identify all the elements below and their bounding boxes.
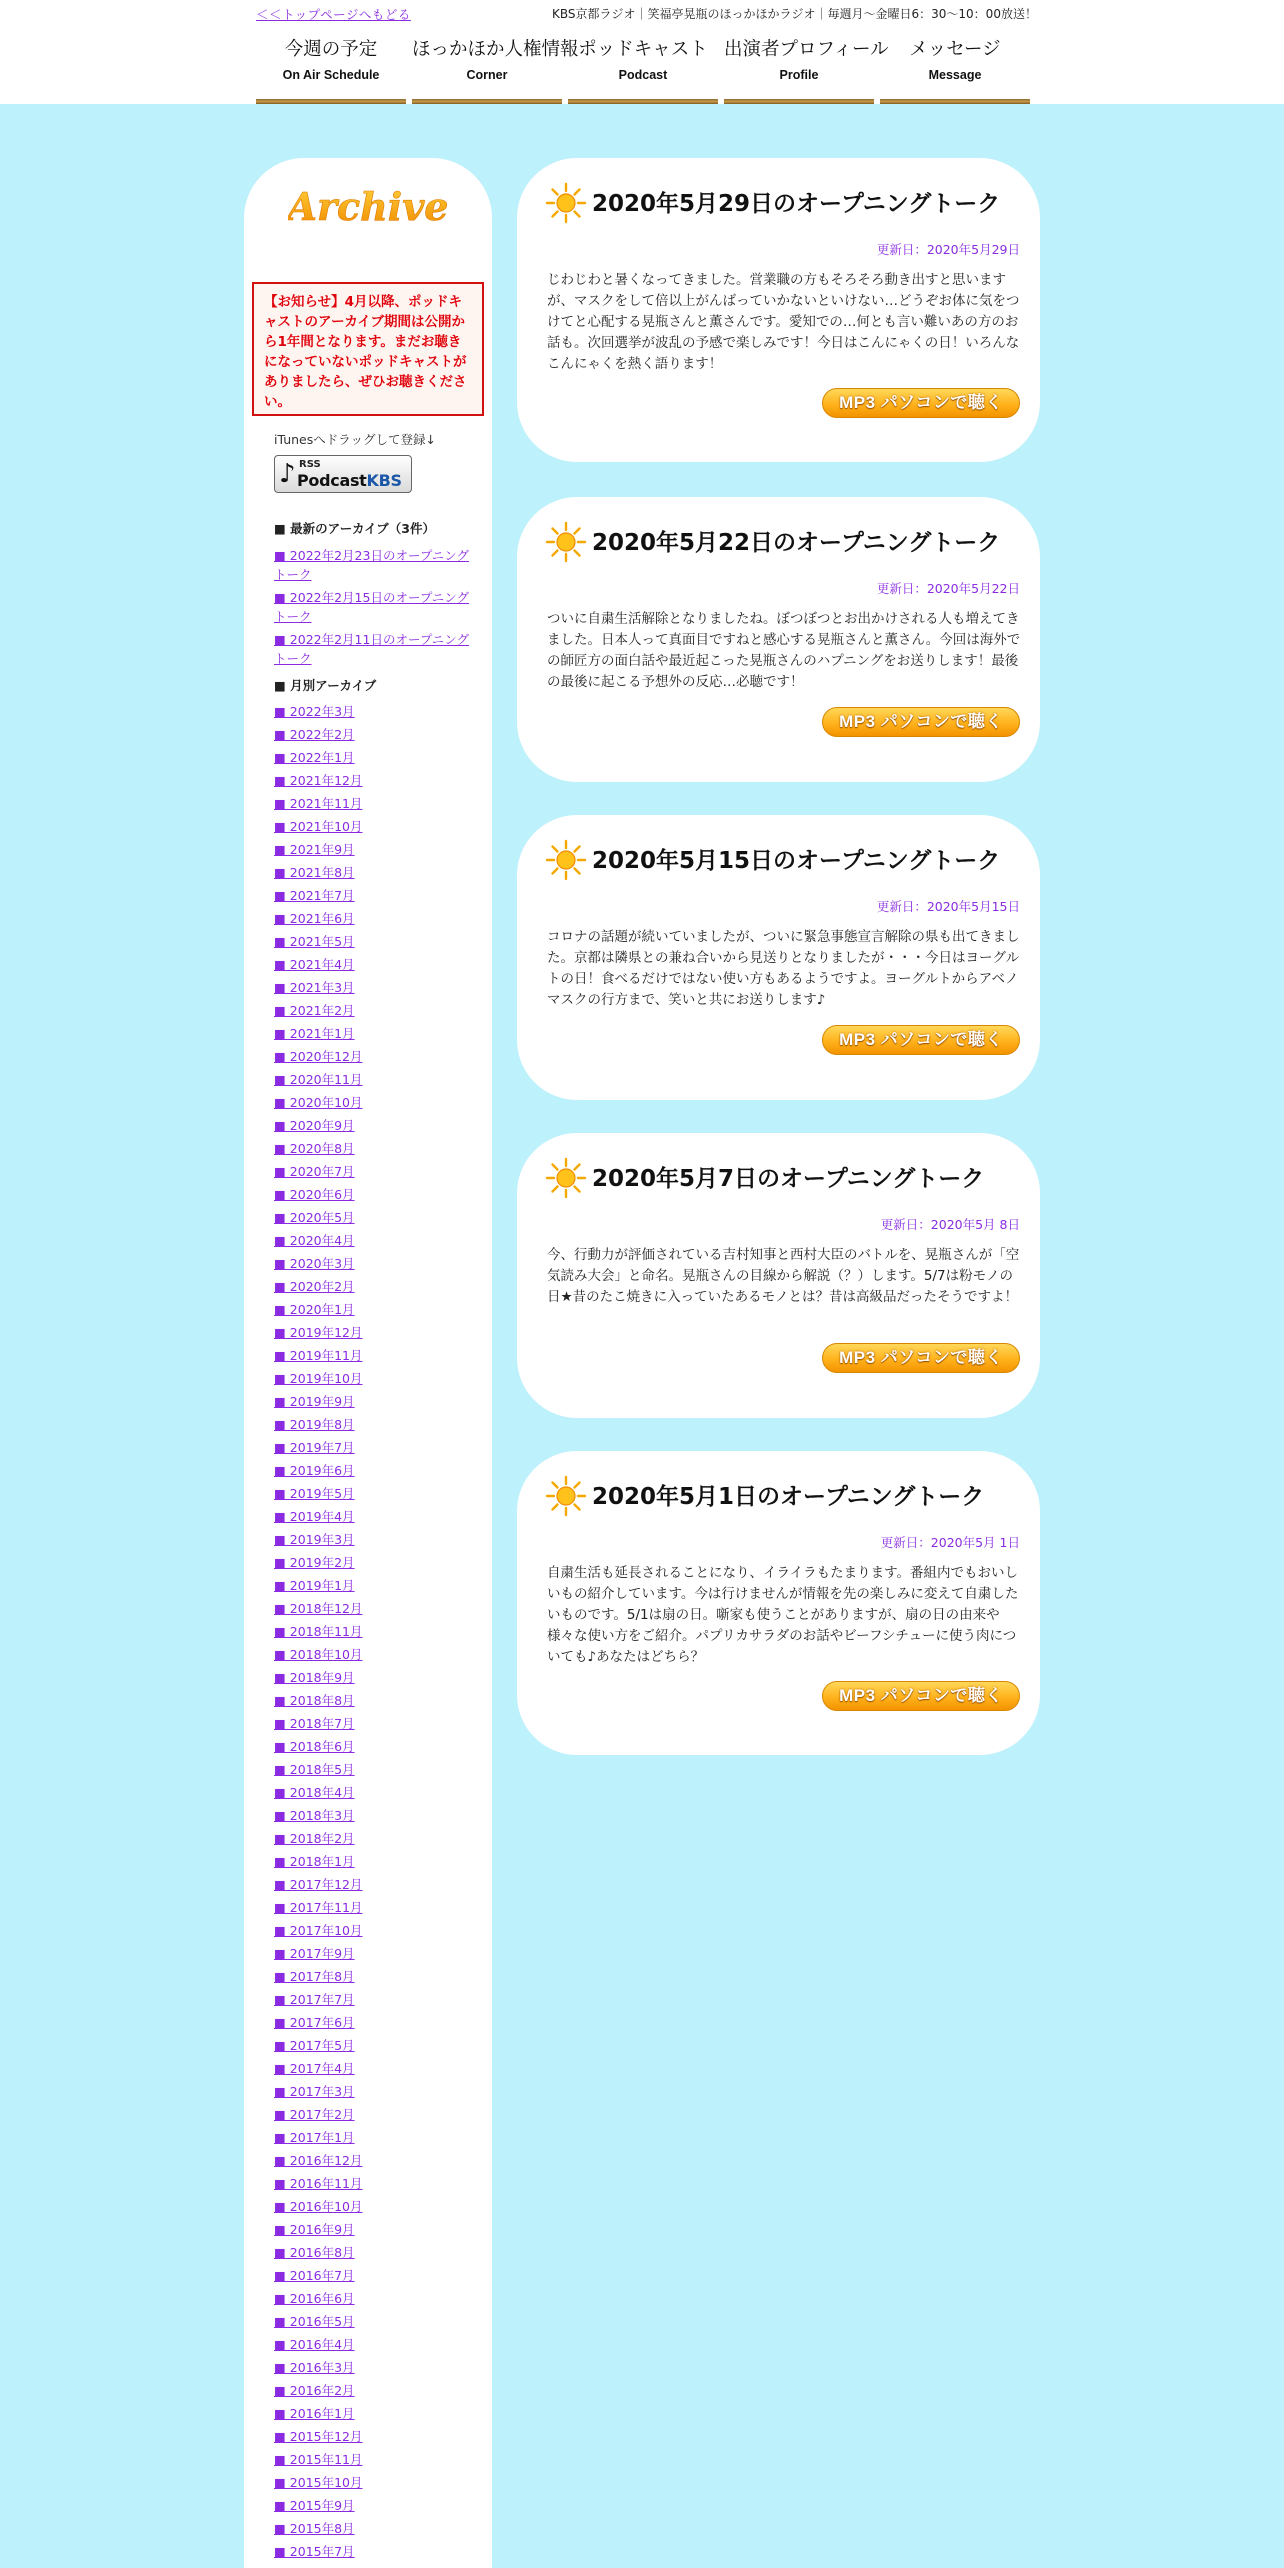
mp3-listen-button[interactable]: MP3 パソコンで聴く [822,1025,1020,1055]
list-item [274,1965,474,1988]
month-archive-link[interactable]: ■ 2016年7月 [274,2268,355,2283]
month-archive-link[interactable]: ■ 2020年4月 [274,1233,355,1248]
month-archive-link[interactable]: ■ 2017年7月 [274,1992,355,2007]
list-item [274,1413,474,1436]
post-card [517,1133,1040,1418]
list-item [274,2425,474,2448]
month-archive-link[interactable]: ■ 2018年12月 [274,1601,363,1616]
list-item [274,1712,474,1735]
month-archive-link[interactable]: ■ 2019年10月 [274,1371,363,1386]
month-archive-link[interactable]: ■ 2018年5月 [274,1762,355,1777]
post-updated-date: 更新日：2020年5月29日 [876,242,1020,257]
list-item [274,1781,474,1804]
month-archive-link[interactable]: ■ 2021年12月 [274,773,363,788]
post-card [517,158,1040,462]
list-item [274,546,474,584]
post-body: 自粛生活も延長されることになり、イライラもたまります。番組内でもおいしいもの紹介しています。今は行けませんが情報を先の楽しみに変えて自粛したいものです。5/1は扇の日。噺家も使うことがありますが、扇の日の由来や様々な使い方をご紹介。パプリカサラダのお話やビーフシチューに使う肉についても♪あなたはどちら？ [547,1565,1019,1665]
month-archive-link[interactable]: ■ 2019年6月 [274,1463,355,1478]
list-item [274,1436,474,1459]
list-item [274,1459,474,1482]
kbs-word: KBS [366,471,402,490]
podcast-word: Podcast [297,471,367,490]
list-item [274,2126,474,2149]
month-archive-link[interactable]: ■ 2017年9月 [274,1946,355,1961]
month-archive-link[interactable]: ■ 2018年6月 [274,1739,355,1754]
month-archive-link[interactable]: ■ 2021年10月 [274,819,363,834]
post-title: 2020年5月7日のオープニングトーク [592,1166,985,1192]
list-item [274,2494,474,2517]
global-nav [256,31,1031,104]
month-archive-link[interactable]: ■ 2018年11月 [274,1624,363,1639]
month-archive-link[interactable]: ■ 2015年10月 [274,2475,363,2490]
month-archive-link[interactable]: ■ 2019年3月 [274,1532,355,1547]
list-item [274,2402,474,2425]
month-archive-link[interactable]: ■ 2016年8月 [274,2245,355,2260]
recent-archive-link[interactable]: ■ 2022年2月23日のオープニングトーク [274,548,469,582]
month-archive-link[interactable]: ■ 2016年5月 [274,2314,355,2329]
month-archive-link[interactable]: ■ 2020年10月 [274,1095,363,1110]
archive-logo [288,178,448,238]
month-archive-link[interactable]: ■ 2021年4月 [274,957,355,972]
mp3-listen-button[interactable]: MP3 パソコンで聴く [822,388,1020,418]
month-archive-link[interactable]: ■ 2016年9月 [274,2222,355,2237]
list-item [274,588,474,626]
music-note-icon: ♪ [279,459,296,489]
nav-underline [724,99,874,104]
nav-profile[interactable] [724,31,889,104]
list-item [274,999,474,1022]
recent-archive-link[interactable]: ■ 2022年2月15日のオープニングトーク [274,590,469,624]
month-archive-link[interactable]: ■ 2019年8月 [274,1417,355,1432]
nav-podcast[interactable] [568,31,718,104]
list-item [274,1827,474,1850]
list-item [274,1367,474,1390]
month-archive-link[interactable]: ■ 2022年1月 [274,750,355,765]
post-card [517,1451,1040,1755]
list-item [274,953,474,976]
recent-archive-link[interactable]: ■ 2022年2月11日のオープニングトーク [274,632,469,666]
list-item [274,1804,474,1827]
month-archive-link[interactable]: ■ 2017年10月 [274,1923,363,1938]
list-item [274,1344,474,1367]
nav-message[interactable] [880,31,1030,104]
sun-icon [545,839,587,881]
list-item [274,2471,474,2494]
post-updated-date: 更新日：2020年5月22日 [876,581,1020,596]
list-item [274,1942,474,1965]
post-card [517,815,1040,1100]
list-item [274,2333,474,2356]
month-archive-link[interactable]: ■ 2016年2月 [274,2383,355,2398]
month-archive-link[interactable]: ■ 2016年11月 [274,2176,363,2191]
month-archive-link[interactable]: ■ 2021年11月 [274,796,363,811]
list-item [274,1873,474,1896]
month-archive-link[interactable]: ■ 2018年7月 [274,1716,355,1731]
list-item [274,1643,474,1666]
list-item [274,2149,474,2172]
list-item [274,1275,474,1298]
month-archive-link[interactable]: ■ 2016年6月 [274,2291,355,2306]
list-item [274,930,474,953]
list-item [274,2356,474,2379]
month-archive-link[interactable]: ■ 2015年9月 [274,2498,355,2513]
list-item [274,2011,474,2034]
list-item [274,1758,474,1781]
nav-label-jp: ポッドキャスト [578,39,708,60]
month-archive-link[interactable]: ■ 2018年1月 [274,1854,355,1869]
monthly-archive-list [274,700,474,2563]
list-item [274,2241,474,2264]
list-item [274,1850,474,1873]
nav-underline [256,99,406,104]
nav-label-jp: メッセージ [909,39,1001,60]
month-archive-link[interactable]: ■ 2020年3月 [274,1256,355,1271]
month-archive-link[interactable]: ■ 2020年2月 [274,1279,355,1294]
month-archive-link[interactable]: ■ 2019年5月 [274,1486,355,1501]
list-item [274,1482,474,1505]
month-archive-link[interactable]: ■ 2017年5月 [274,2038,355,2053]
month-archive-link[interactable]: ■ 2020年8月 [274,1141,355,1156]
list-item [274,861,474,884]
post-body: ついに自粛生活解除となりましたね。ぼつぼつとお出かけされる人も増えてきました。日本人って真面目ですねと感心する晃瓶さんと薫さん。今回は海外での師匠方の面白話や最近起こった晃瓶さんのハプニングをお送りします！最後の最後に起こる予想外の反応…必聴です！ [547,611,1021,690]
list-item [274,2379,474,2402]
back-to-top-link[interactable]: ＜＜トップページへもどる [256,7,411,22]
month-archive-link[interactable]: ■ 2016年1月 [274,2406,355,2421]
post-title: 2020年5月29日のオープニングトーク [592,191,1001,217]
list-item [274,1091,474,1114]
month-archive-link[interactable]: ■ 2018年4月 [274,1785,355,1800]
list-item [274,1896,474,1919]
list-item [274,2057,474,2080]
month-archive-link[interactable]: ■ 2015年11月 [274,2452,363,2467]
rss-label: RSS [299,459,321,470]
list-item [274,1597,474,1620]
mp3-listen-button[interactable]: MP3 パソコンで聴く [822,1343,1020,1373]
list-item [274,1183,474,1206]
month-archive-link[interactable]: ■ 2022年3月 [274,704,355,719]
post-updated-date: 更新日：2020年5月 1日 [880,1535,1020,1550]
sun-icon [545,521,587,563]
list-item [274,1528,474,1551]
nav-corner[interactable] [412,31,579,104]
nav-underline [412,99,562,104]
itunes-instruction: iTunesへドラッグして登録↓ [274,432,436,447]
sun-icon [545,182,587,224]
month-archive-link[interactable]: ■ 2016年3月 [274,2360,355,2375]
month-archive-link[interactable]: ■ 2019年7月 [274,1440,355,1455]
list-item [274,723,474,746]
post-title: 2020年5月1日のオープニングトーク [592,1484,985,1510]
month-archive-link[interactable]: ■ 2020年7月 [274,1164,355,1179]
list-item [274,1137,474,1160]
nav-underline [568,99,718,104]
month-archive-link[interactable]: ■ 2019年9月 [274,1394,355,1409]
month-archive-link[interactable]: ■ 2017年4月 [274,2061,355,2076]
nav-label-jp: 今週の予定 [284,39,378,60]
month-archive-link[interactable]: ■ 2020年6月 [274,1187,355,1202]
list-item [274,1689,474,1712]
list-item [274,2103,474,2126]
post-body: コロナの話題が続いていましたが、ついに緊急事態宣言解除の県も出てきました。京都は隣県との兼ね合いから見送りとなりましたが・・・今日はヨーグルトの日！食べるだけではない使い方もあるようですよ。ヨーグルトからアベノマスクの行方まで、笑いと共にお送りします♪ [547,929,1020,1008]
list-item [274,2540,474,2563]
nav-label-jp: ほっかほか人権情報 [412,39,579,60]
sun-icon [545,1157,587,1199]
month-archive-link[interactable]: ■ 2021年3月 [274,980,355,995]
list-item [274,1068,474,1091]
month-archive-link[interactable]: ■ 2021年7月 [274,888,355,903]
sun-icon [545,1475,587,1517]
month-archive-link[interactable]: ■ 2020年1月 [274,1302,355,1317]
list-item [274,1045,474,1068]
post-updated-date: 更新日：2020年5月 8日 [880,1217,1020,1232]
monthly-archive-heading: ■ 月別アーカイブ [274,678,377,693]
month-archive-link[interactable]: ■ 2015年12月 [274,2429,363,2444]
post-title: 2020年5月15日のオープニングトーク [592,848,1001,874]
month-archive-link[interactable]: ■ 2016年12月 [274,2153,363,2168]
station-info: KBS京都ラジオ｜笑福亭晃瓶のほっかほかラジオ｜毎週月～金曜日6：30～10：00放送！ [552,7,1037,21]
list-item [274,2310,474,2333]
archive-logo-text: Archive [288,184,448,229]
list-item [274,884,474,907]
month-archive-link[interactable]: ■ 2019年11月 [274,1348,363,1363]
post-body: 今、行動力が評価されている吉村知事と西村大臣のバトルを、晃瓶さんが「空気読み大会」と命名。晃瓶さんの目線から解説（？）します。5/7は粉モノの日★昔のたこ焼きに入っていたあるモノとは？昔は高級品だったそうですよ！ [547,1247,1020,1305]
month-archive-link[interactable]: ■ 2020年5月 [274,1210,355,1225]
list-item [274,838,474,861]
month-archive-link[interactable]: ■ 2021年1月 [274,1026,355,1041]
post-card [517,497,1040,782]
month-archive-link[interactable]: ■ 2021年8月 [274,865,355,880]
list-item [274,2080,474,2103]
list-item [274,2287,474,2310]
list-item [274,1321,474,1344]
list-item [274,815,474,838]
month-archive-link[interactable]: ■ 2017年8月 [274,1969,355,1984]
nav-underline [880,99,1030,104]
list-item [274,1390,474,1413]
mp3-listen-button[interactable]: MP3 パソコンで聴く [822,1681,1020,1711]
month-archive-link[interactable]: ■ 2018年2月 [274,1831,355,1846]
list-item [274,792,474,815]
month-archive-link[interactable]: ■ 2019年1月 [274,1578,355,1593]
month-archive-link[interactable]: ■ 2017年3月 [274,2084,355,2099]
list-item [274,1620,474,1643]
list-item [274,1252,474,1275]
month-archive-link[interactable]: ■ 2019年4月 [274,1509,355,1524]
month-archive-link[interactable]: ■ 2017年2月 [274,2107,355,2122]
month-archive-link[interactable]: ■ 2020年12月 [274,1049,363,1064]
month-archive-link[interactable]: ■ 2020年11月 [274,1072,363,1087]
site-header [0,0,1284,104]
month-archive-link[interactable]: ■ 2016年10月 [274,2199,363,2214]
list-item [274,2034,474,2057]
list-item [274,746,474,769]
list-item [274,769,474,792]
month-archive-link[interactable]: ■ 2017年12月 [274,1877,363,1892]
month-archive-link[interactable]: ■ 2017年6月 [274,2015,355,2030]
list-item [274,2264,474,2287]
list-item [274,1160,474,1183]
list-item [274,1505,474,1528]
month-archive-link[interactable]: ■ 2018年10月 [274,1647,363,1662]
list-item [274,1574,474,1597]
month-archive-link[interactable]: ■ 2015年8月 [274,2521,355,2536]
month-archive-link[interactable]: ■ 2020年9月 [274,1118,355,1133]
list-item [274,1919,474,1942]
list-item [274,2172,474,2195]
nav-label-en: Message [928,68,982,82]
month-archive-link[interactable]: ■ 2018年9月 [274,1670,355,1685]
month-archive-link[interactable]: ■ 2018年3月 [274,1808,355,1823]
month-archive-link[interactable]: ■ 2017年11月 [274,1900,363,1915]
list-item [274,1229,474,1252]
month-archive-link[interactable]: ■ 2019年12月 [274,1325,363,1340]
list-item [274,1988,474,2011]
list-item [274,630,474,668]
post-body: じわじわと暑くなってきました。営業職の方もそろそろ動き出すと思いますが、マスクをして倍以上がんばっていかないといけない…どうぞお体に気をつけてと心配する晃瓶さんと薫さんです。愛知での…何とも言い難いあの方のお話も。次回選挙が波乱の予感で楽しみです！今日はこんにゃくの日！いろんなこんにゃくを熱く語ります！ [547,272,1020,372]
list-item [274,700,474,723]
post-title: 2020年5月22日のオープニングトーク [592,530,1001,556]
list-item [274,1666,474,1689]
month-archive-link[interactable]: ■ 2021年5月 [274,934,355,949]
list-item [274,1114,474,1137]
recent-archive-heading: ■ 最新のアーカイブ（3件） [274,521,435,536]
podcast-rss-badge[interactable] [274,455,412,493]
podcast-kbs-label [297,471,402,490]
month-archive-link[interactable]: ■ 2021年9月 [274,842,355,857]
month-archive-link[interactable]: ■ 2019年2月 [274,1555,355,1570]
recent-archive-list [274,546,474,672]
archive-sidebar [244,158,492,2568]
nav-label-en: Profile [779,68,819,82]
nav-schedule[interactable] [256,31,406,104]
list-item [274,2448,474,2471]
nav-label-jp: 出演者プロフィール [724,39,889,60]
nav-label-en: Podcast [618,68,668,82]
month-archive-link[interactable]: ■ 2016年4月 [274,2337,355,2352]
list-item [274,1022,474,1045]
notice-box: 【お知らせ】4月以降、ポッドキャストのアーカイブ期間は公開から1年間となります。まだお聴きになっていないポッドキャストがありましたら、ぜひお聴きください。 [252,282,484,416]
list-item [274,2218,474,2241]
list-item [274,1551,474,1574]
nav-label-en: Corner [466,68,508,82]
list-item [274,907,474,930]
month-archive-link[interactable]: ■ 2017年1月 [274,2130,355,2145]
list-item [274,2195,474,2218]
post-updated-date: 更新日：2020年5月15日 [876,899,1020,914]
list-item [274,2517,474,2540]
list-item [274,1206,474,1229]
nav-label-en: On Air Schedule [282,68,380,82]
list-item [274,1298,474,1321]
month-archive-link[interactable]: ■ 2018年8月 [274,1693,355,1708]
month-archive-link[interactable]: ■ 2021年6月 [274,911,355,926]
mp3-listen-button[interactable]: MP3 パソコンで聴く [822,707,1020,737]
month-archive-link[interactable]: ■ 2015年7月 [274,2544,355,2559]
list-item [274,1735,474,1758]
month-archive-link[interactable]: ■ 2022年2月 [274,727,355,742]
list-item [274,976,474,999]
month-archive-link[interactable]: ■ 2021年2月 [274,1003,355,1018]
